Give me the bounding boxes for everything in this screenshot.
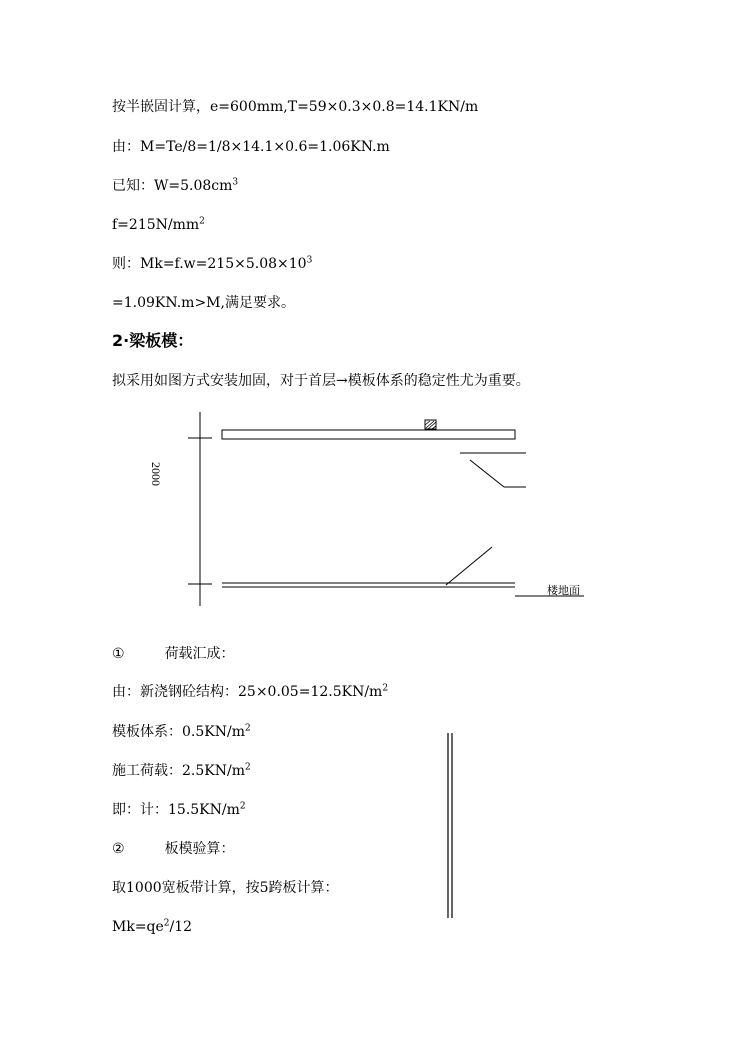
ground-label: 楼地面 [547,584,580,597]
load-formwork: 模板体系：$0.5KN/m^2$ [112,723,251,740]
mk-formula: $Mk=qe^2/12$ [112,918,193,935]
width-note: 取1000宽板带计算，按5跨板计算： [112,880,339,896]
calc-line-4: $f=215N/mm^2$ [112,216,205,233]
section-heading: 2·梁板模： [112,331,194,350]
calc-line-3: 已知：$W=5.08cm^3$ [112,177,239,194]
upper-brace-diagonal [470,460,504,487]
formwork-plank [222,430,515,439]
load-concrete: 由：新浇钢砼结构：$25\times 0.05=12.5KN/m^2$ [112,683,389,700]
calc-line-6: =1.09KN.m>M,满足要求。 [112,295,295,311]
section-intro: 拟采用如图方式安装加固，对于首层→模板体系的稳定性尤为重要。 [112,373,530,389]
lower-brace-diagonal [446,547,492,585]
load-item-2: ② 板模验算： [112,841,235,857]
calc-line-5: 则：$Mk=f.w=215\times 5.08\times 10^3$ [112,255,313,272]
dimension-label: 2000 [149,462,163,486]
calc-line-2: 由：M=Te/8=1/8×14.1×0.6=1.06KN.m [112,139,390,155]
calc-line-1: 按半嵌固计算，e=600mm,T=59×0.3×0.8=14.1KN/m [112,99,479,115]
load-item-1: ① 荷载汇成： [112,646,235,662]
load-total: 即：计：$15.5KN/m^2$ [112,801,246,818]
load-construction: 施工荷载：$2.5KN/m^2$ [112,762,251,779]
